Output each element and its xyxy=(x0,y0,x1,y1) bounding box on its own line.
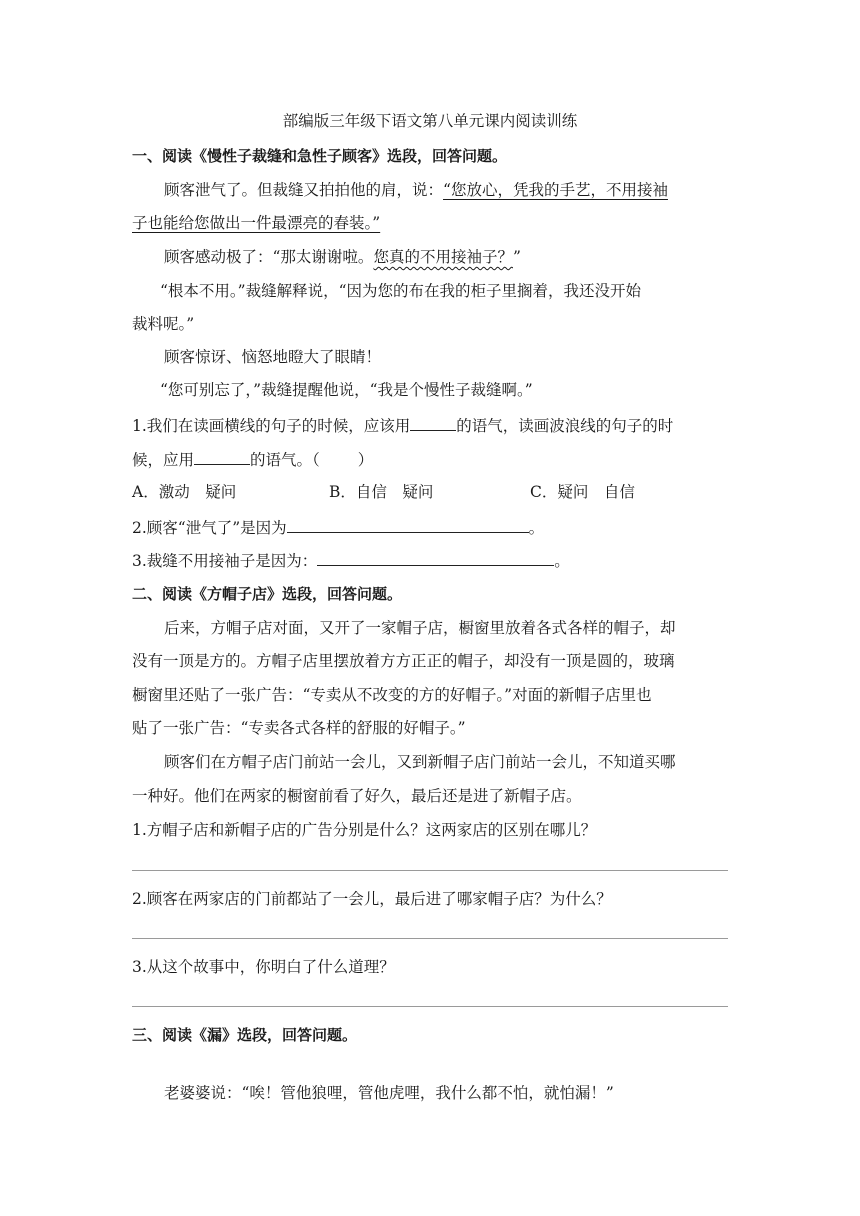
q2-text: 2.顾客“泄气了”是因为 xyxy=(132,519,287,537)
underlined-sentence-cont: 子也能给您做出一件最漂亮的春装。” xyxy=(132,214,381,232)
q1-text-c: 候，应用 xyxy=(132,451,195,469)
section2-paragraph-2-line-1: 顾客们在方帽子店门前站一会儿，又到新帽子店门前站一会儿，不知道买哪 xyxy=(164,753,676,771)
option-c[interactable]: C．疑问 自信 xyxy=(530,483,635,501)
section2-paragraph-1-line-3: 橱窗里还贴了一张广告：“专卖从不改变的方的好帽子。”对面的新帽子店里也 xyxy=(132,686,652,704)
p1-text: 顾客泄气了。但裁缝又拍拍他的肩，说： xyxy=(164,181,444,199)
section2-q1-answer-line[interactable] xyxy=(132,870,728,871)
section1-paragraph-3: “根本不用。”裁缝解释说，“因为您的布在我的柜子里搁着，我还没开始 xyxy=(160,282,642,300)
section2-paragraph-1-line-2: 没有一顶是方的。方帽子店里摆放着方方正正的帽子，却没有一顶是圆的，玻璃 xyxy=(132,652,675,670)
q1-text-d: 的语气。（ xyxy=(250,451,320,469)
section1-paragraph-2 xyxy=(164,247,521,267)
section3-heading: 三、阅读《漏》选段，回答问题。 xyxy=(132,1026,358,1044)
section1-paragraph-4: 顾客惊讶、恼怒地瞪大了眼睛！ xyxy=(164,348,382,366)
question-1-2 xyxy=(132,516,544,538)
q3-period: 。 xyxy=(554,552,570,570)
option-b[interactable]: B．自信 疑问 xyxy=(329,483,434,501)
q1-text-b: 的语气，读画波浪线的句子的时 xyxy=(456,417,674,435)
page-title: 部编版三年级下语文第八单元课内阅读训练 xyxy=(282,112,578,130)
q1-text-e: ） xyxy=(357,451,374,469)
section1-paragraph-5: “您可别忘了，”裁缝提醒他说，“我是个慢性子裁缝啊。” xyxy=(160,381,533,399)
section2-heading: 二、阅读《方帽子店》选段，回答问题。 xyxy=(132,585,403,603)
underlined-sentence: “您放心，凭我的手艺，不用接袖 xyxy=(443,181,668,199)
q2-period: 。 xyxy=(528,519,545,537)
q3-text: 3.裁缝不用接袖子是因为： xyxy=(132,552,318,570)
option-a[interactable]: A．激动 疑问 xyxy=(132,483,237,501)
q1-blank-1[interactable] xyxy=(410,414,456,431)
section3-paragraph-1: 老婆婆说：“唉！管他狼哩，管他虎哩，我什么都不怕，就怕漏！” xyxy=(164,1084,614,1102)
wavy-sentence: 您真的不用接袖子？ xyxy=(373,248,513,266)
q2-answer-blank[interactable] xyxy=(287,516,529,533)
question-1-1 xyxy=(132,414,673,436)
section1-paragraph-1 xyxy=(164,180,668,200)
q1-text-a: 1.我们在读画横线的句子的时候，应该用 xyxy=(132,417,411,435)
section1-paragraph-1-cont xyxy=(132,213,380,233)
section1-heading: 一、阅读《慢性子裁缝和急性子顾客》选段，回答问题。 xyxy=(132,147,508,165)
q1-blank-2[interactable] xyxy=(194,448,250,465)
section1-paragraph-3-cont: 裁料呢。” xyxy=(132,315,195,333)
section2-question-1: 1.方帽子店和新帽子店的广告分别是什么？这两家店的区别在哪儿？ xyxy=(132,821,597,839)
section2-paragraph-2-line-2: 一种好。他们在两家的橱窗前看了好久，最后还是进了新帽子店。 xyxy=(132,787,582,805)
q3-answer-blank[interactable] xyxy=(317,549,554,566)
p2-text: 顾客感动极了：“那太谢谢啦。 xyxy=(164,248,374,266)
p2-quote-end: ” xyxy=(512,248,521,266)
section2-q2-answer-line[interactable] xyxy=(132,938,728,939)
question-1-1-cont xyxy=(132,448,373,470)
section2-q3-answer-line[interactable] xyxy=(132,1006,728,1007)
section2-question-2: 2.顾客在两家店的门前都站了一会儿，最后进了哪家帽子店？为什么？ xyxy=(132,890,612,908)
question-1-3 xyxy=(132,549,570,571)
section2-paragraph-1-line-1: 后来，方帽子店对面，又开了一家帽子店，橱窗里放着各式各样的帽子，却 xyxy=(164,619,676,637)
section2-question-3: 3.从这个故事中，你明白了什么道理？ xyxy=(132,958,395,976)
section2-paragraph-1-line-4: 贴了一张广告：“专卖各式各样的舒服的好帽子。” xyxy=(132,719,466,737)
